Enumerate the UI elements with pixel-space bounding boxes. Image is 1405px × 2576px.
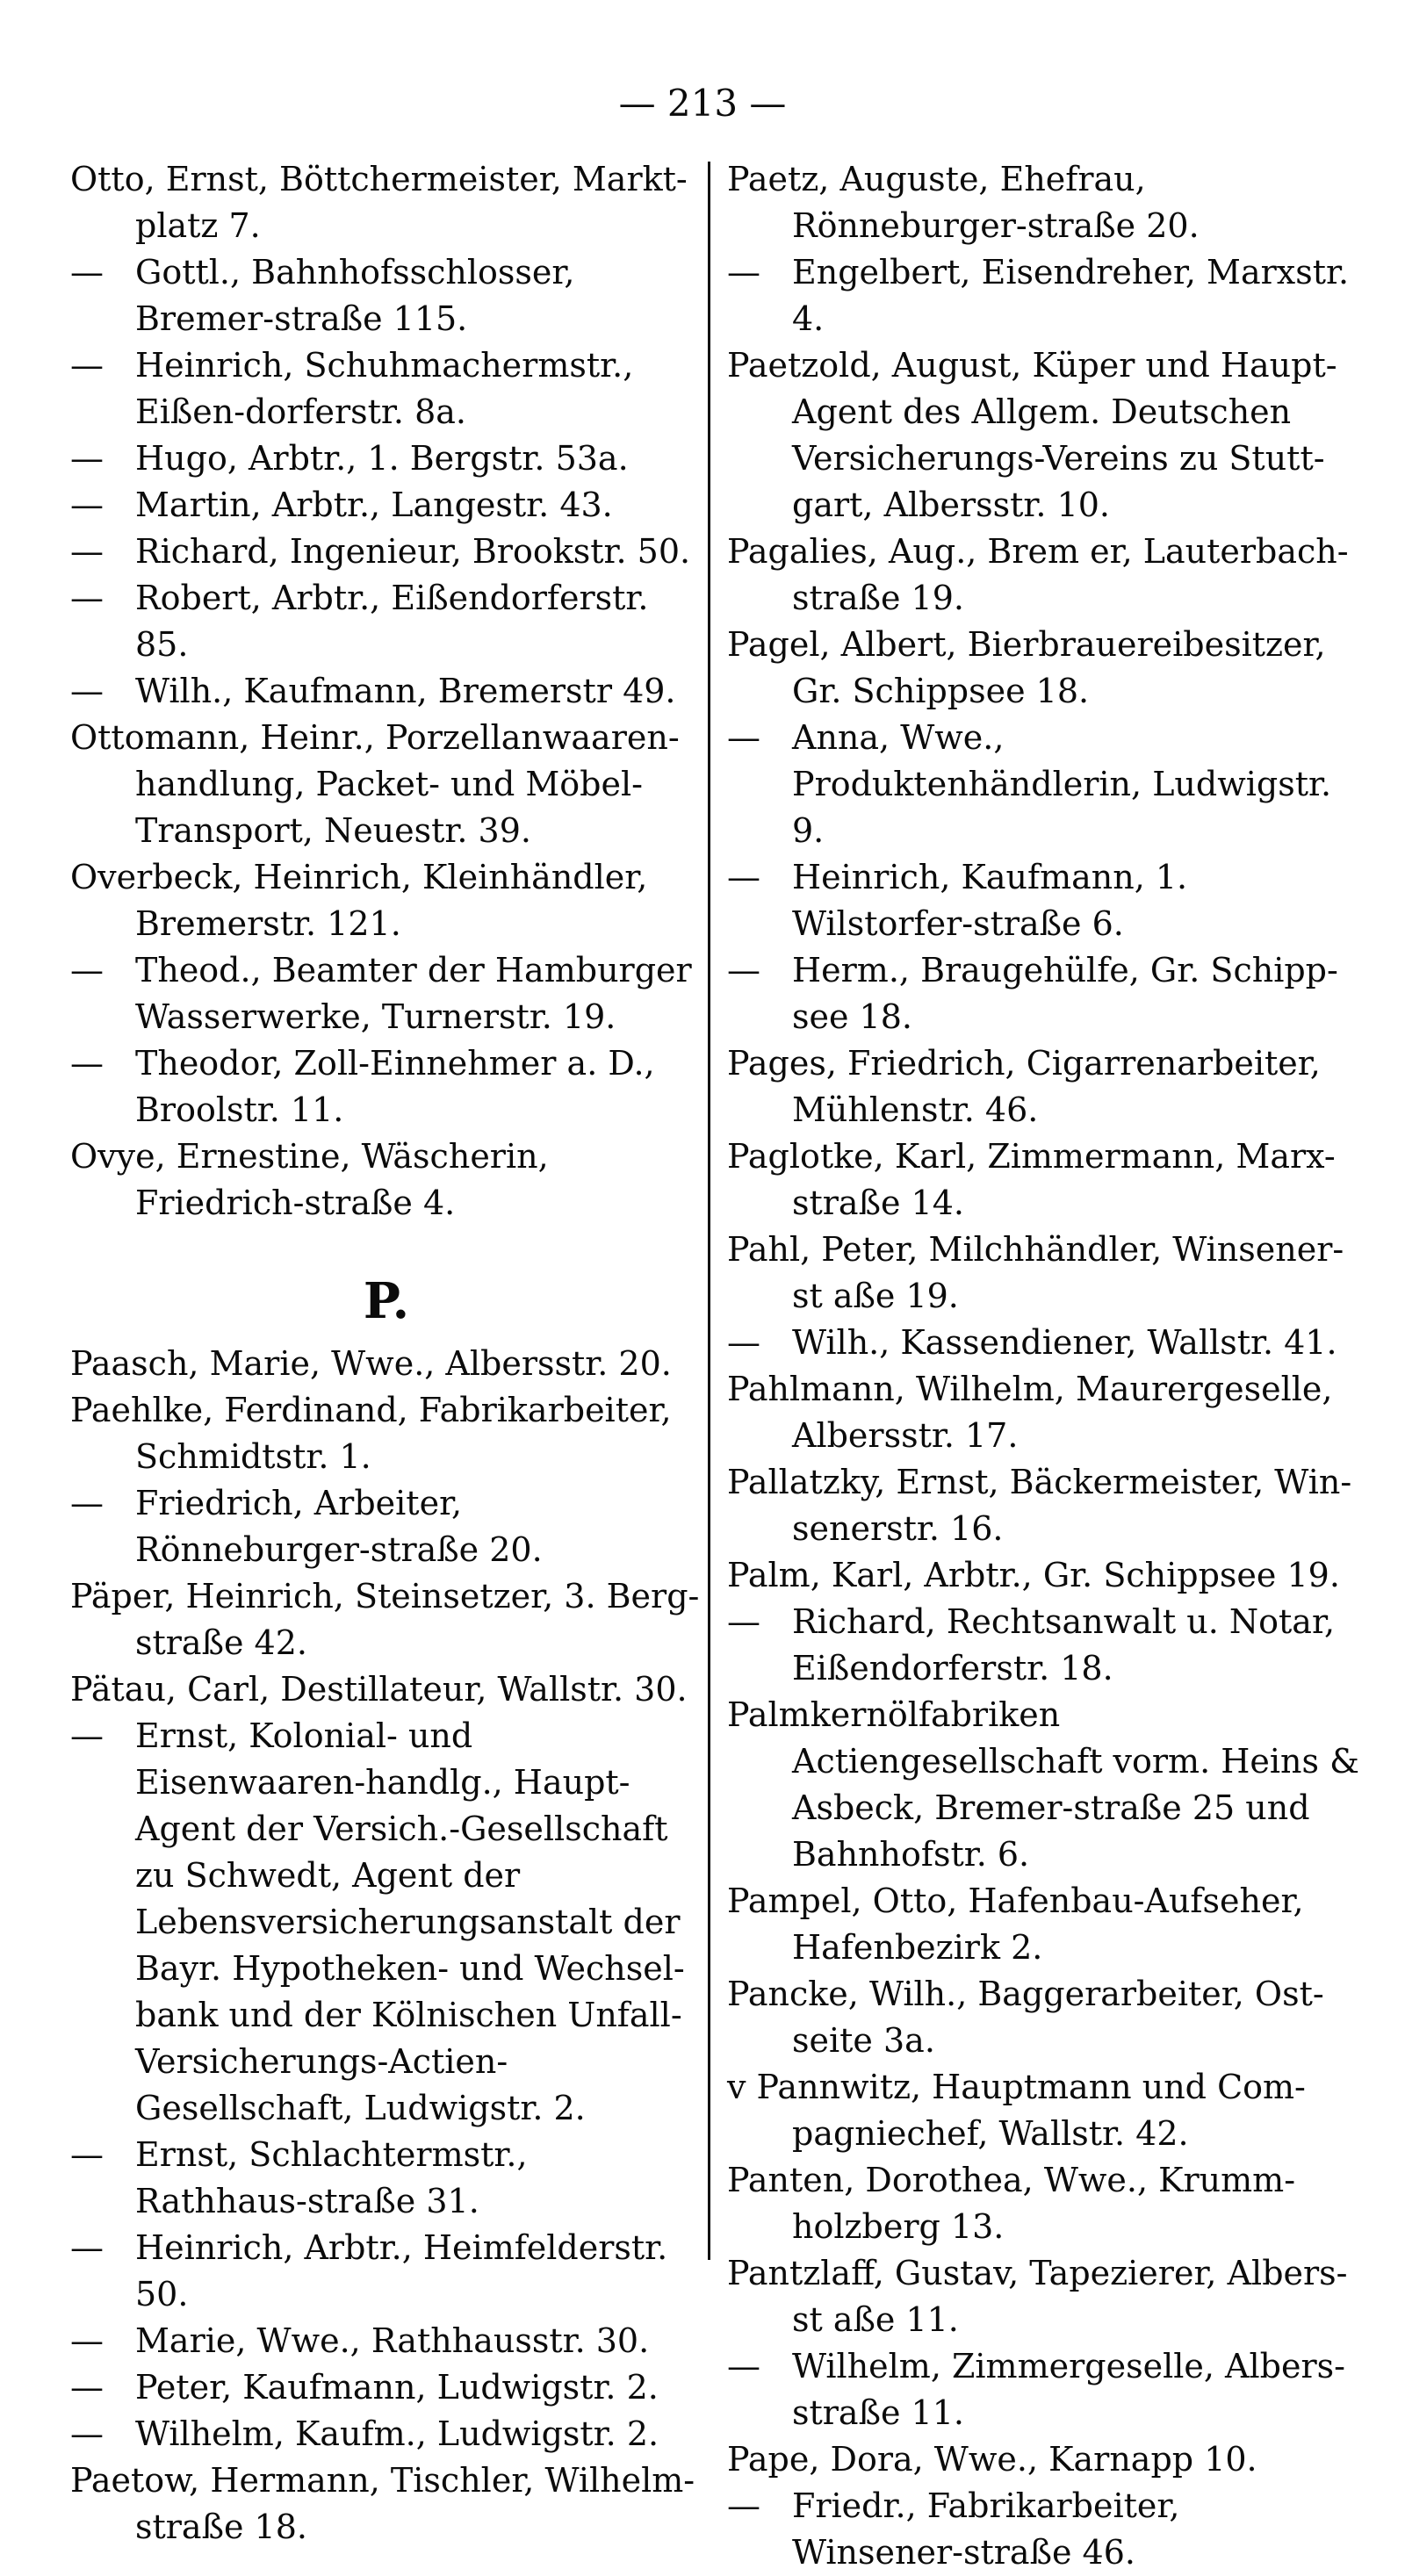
directory-entry — [70, 2457, 702, 2551]
directory-entry — [727, 1040, 1359, 1133]
entry-text: Marie, Wwe., Rathhausstr. 30. — [135, 2321, 650, 2360]
directory-entry — [727, 1133, 1359, 1227]
page-number: — 213 — — [618, 82, 787, 125]
ditto-dash: — — [70, 672, 104, 710]
ditto-dash: — — [70, 2321, 104, 2360]
entry-text: Richard, Rechtsanwalt u. Notar, Eißendorferstr. 18. — [792, 1602, 1346, 1687]
entry-text: Wilh., Kassendiener, Wallstr. 41. — [792, 1323, 1337, 1362]
sub-entry — [727, 2483, 1359, 2576]
directory-entry — [70, 156, 702, 249]
section-heading: P. — [363, 1272, 410, 1330]
entry-text: Overbeck, Heinrich, Kleinhändler, Bremerstr. 121. — [70, 858, 659, 943]
directory-entry — [70, 854, 702, 947]
entry-text: Theod., Beamter der Hamburger Wasserwerke, Turnerstr. 19. — [135, 951, 702, 1036]
ditto-dash: — — [727, 1323, 760, 1362]
directory-entry — [70, 1133, 702, 1227]
directory-entry — [727, 1878, 1359, 1971]
ditto-dash: — — [70, 2228, 104, 2267]
entry-text: Otto, Ernst, Böttchermeister, Markt-platz 7. — [70, 160, 688, 245]
ditto-dash: — — [727, 718, 760, 757]
directory-entry — [727, 1971, 1359, 2064]
entry-text: Pape, Dora, Wwe., Karnapp 10. — [727, 2440, 1257, 2479]
directory-entry — [727, 529, 1359, 622]
entry-text: Gottl., Bahnhofsschlosser, Bremer-straße 115. — [135, 253, 586, 338]
directory-entry — [727, 2436, 1359, 2483]
ditto-dash: — — [727, 2347, 760, 2385]
entry-text: Heinrich, Schuhmachermstr., Eißen-dorferstr. 8a. — [135, 346, 645, 431]
entry-text: Pancke, Wilh., Baggerarbeiter, Ost-seite 3a. — [727, 1975, 1324, 2060]
directory-entry — [70, 1666, 702, 1713]
directory-entry — [70, 1341, 702, 1387]
entry-text: Pahlmann, Wilhelm, Maurergeselle, Albersstr. 17. — [727, 1370, 1344, 1455]
sub-entry — [727, 854, 1359, 947]
entry-text: Wilhelm, Zimmergeselle, Albers-straße 11. — [792, 2347, 1345, 2432]
sub-entry — [70, 947, 702, 1040]
directory-entry — [727, 1227, 1359, 1320]
directory-entry — [727, 1692, 1371, 1878]
sub-entry — [70, 2225, 702, 2318]
column-divider — [708, 162, 710, 2260]
sub-entry — [70, 342, 702, 435]
sub-entry — [70, 1713, 702, 2132]
right-column — [727, 156, 1371, 2576]
entry-text: Palm, Karl, Arbtr., Gr. Schippsee 19. — [727, 1556, 1340, 1594]
entry-text: Ottomann, Heinr., Porzellanwaaren-handlung, Packet- und Möbel-Transport, Neuestr. 39. — [70, 718, 680, 850]
sub-entry — [70, 2411, 702, 2457]
entry-text: Richard, Ingenieur, Brookstr. 50. — [135, 532, 691, 571]
directory-entry — [727, 622, 1359, 715]
entry-text: Robert, Arbtr., Eißendorferstr. 85. — [135, 579, 659, 664]
sub-entry — [727, 1599, 1359, 1692]
sub-entry — [70, 2132, 702, 2225]
entry-text: Wilh., Kaufmann, Bremerstr 49. — [135, 672, 676, 710]
ditto-dash: — — [727, 951, 760, 989]
directory-entry — [70, 1573, 702, 1666]
sub-entry — [727, 249, 1359, 342]
ditto-dash: — — [70, 2414, 104, 2453]
entry-text: Palmkernölfabriken Actiengesellschaft vorm. Heins & Asbeck, Bremer-straße 25 und Bahnhofstr. 6. — [727, 1695, 1371, 1874]
entry-text: Herm., Braugehülfe, Gr. Schipp-see 18. — [792, 951, 1338, 1036]
entry-text: Pagalies, Aug., Brem er, Lauterbach-straße 19. — [727, 532, 1349, 617]
entry-text: Ovye, Ernestine, Wäscherin, Friedrich-straße 4. — [70, 1137, 559, 1222]
ditto-dash: — — [727, 2486, 760, 2525]
entry-text: Theodor, Zoll-Einnehmer a. D., Broolstr. 11. — [135, 1044, 666, 1129]
directory-entry — [727, 342, 1359, 529]
ditto-dash: — — [70, 579, 104, 617]
entry-text: Anna, Wwe., Produktenhändlerin, Ludwigstr. 9. — [792, 718, 1343, 850]
ditto-dash: — — [70, 1484, 104, 1522]
ditto-dash: — — [727, 858, 760, 896]
entry-text: Hugo, Arbtr., 1. Bergstr. 53a. — [135, 439, 629, 478]
entry-text: Pages, Friedrich, Cigarrenarbeiter, Mühlenstr. 46. — [727, 1044, 1331, 1129]
directory-entry — [727, 1366, 1359, 1459]
ditto-dash: — — [70, 346, 104, 385]
ditto-dash: — — [70, 2368, 104, 2407]
sub-entry — [70, 435, 702, 482]
entry-text: v Pannwitz, Hauptmann und Com-pagniechef, Wallstr. 42. — [727, 2068, 1306, 2153]
sub-entry — [70, 668, 702, 715]
directory-entry — [727, 2157, 1359, 2250]
entry-text: Pätau, Carl, Destillateur, Wallstr. 30. — [70, 1670, 688, 1709]
directory-entry — [727, 2250, 1359, 2343]
entry-text: Paetzold, August, Küper und Haupt-Agent des Allgem. Deutschen Versicherungs-Vereins zu Stutt-gart, Albersstr. 10. — [727, 346, 1337, 524]
entry-text: Ernst, Schlachtermstr., Rathhaus-straße 31. — [135, 2135, 538, 2220]
sub-entry — [70, 2364, 702, 2411]
entry-text: Engelbert, Eisendreher, Marxstr. 4. — [792, 253, 1360, 338]
sub-entry — [727, 947, 1359, 1040]
entry-text: Ernst, Kolonial- und Eisenwaaren-handlg., Haupt-Agent der Versich.-Gesellschaft zu Schwedt, Agent der Lebensversicherungsanstalt der Bayr. Hypotheken- und Wechsel-bank und der Kölnischen Unfall-Versicherungs-Actien-Gesellschaft, Ludwigstr. 2. — [135, 1716, 691, 2127]
left-entries-bottom — [70, 1341, 702, 2551]
ditto-dash: — — [70, 2135, 104, 2174]
ditto-dash: — — [70, 532, 104, 571]
entry-text: Heinrich, Kaufmann, 1. Wilstorfer-straße 6. — [792, 858, 1199, 943]
entry-text: Friedr., Fabrikarbeiter, Winsener-straße 46. — [792, 2486, 1191, 2572]
sub-entry — [727, 715, 1359, 854]
sub-entry — [70, 529, 702, 575]
ditto-dash: — — [70, 1044, 104, 1083]
entry-text: Martin, Arbtr., Langestr. 43. — [135, 486, 613, 524]
entry-text: Pallatzky, Ernst, Bäckermeister, Win-senerstr. 16. — [727, 1463, 1352, 1548]
directory-entry — [727, 1552, 1359, 1599]
entry-text: Wilhelm, Kaufm., Ludwigstr. 2. — [135, 2414, 659, 2453]
sub-entry — [70, 1040, 702, 1133]
directory-entry — [727, 2064, 1359, 2157]
entry-text: Paasch, Marie, Wwe., Albersstr. 20. — [70, 1344, 672, 1383]
sub-entry — [70, 1480, 702, 1573]
ditto-dash: — — [70, 253, 104, 291]
ditto-dash: — — [70, 1716, 104, 1755]
entry-text: Pagel, Albert, Bierbrauereibesitzer, Gr. Schippsee 18. — [727, 625, 1337, 710]
left-column — [70, 156, 702, 2551]
directory-entry — [727, 1459, 1359, 1552]
entry-text: Pahl, Peter, Milchhändler, Winsener-st aße 19. — [727, 1230, 1344, 1315]
directory-entry — [70, 715, 702, 854]
left-entries-top — [70, 156, 702, 1227]
entry-text: Paglotke, Karl, Zimmermann, Marx-straße 14. — [727, 1137, 1336, 1222]
sub-entry — [727, 2343, 1359, 2436]
ditto-dash: — — [727, 1602, 760, 1641]
entry-text: Paehlke, Ferdinand, Fabrikarbeiter, Schmidtstr. 1. — [70, 1391, 682, 1476]
sub-entry — [70, 482, 702, 529]
entry-text: Pantzlaff, Gustav, Tapezierer, Albers-st aße 11. — [727, 2254, 1348, 2339]
right-entries — [727, 156, 1371, 2576]
entry-text: Paetow, Hermann, Tischler, Wilhelm-straße 18. — [70, 2461, 695, 2546]
ditto-dash: — — [70, 951, 104, 989]
entry-text: Pampel, Otto, Hafenbau-Aufseher, Hafenbezirk 2. — [727, 1882, 1315, 1967]
sub-entry — [70, 2318, 702, 2364]
entry-text: Päper, Heinrich, Steinsetzer, 3. Berg-straße 42. — [70, 1577, 700, 1662]
entry-text: Paetz, Auguste, Ehefrau, Rönneburger-straße 20. — [727, 160, 1200, 245]
entry-text: Heinrich, Arbtr., Heimfelderstr. 50. — [135, 2228, 679, 2313]
directory-entry — [70, 1387, 702, 1480]
entry-text: Friedrich, Arbeiter, Rönneburger-straße 20. — [135, 1484, 543, 1569]
ditto-dash: — — [70, 486, 104, 524]
ditto-dash: — — [727, 253, 760, 291]
directory-entry — [727, 156, 1359, 249]
entry-text: Peter, Kaufmann, Ludwigstr. 2. — [135, 2368, 659, 2407]
entry-text: Panten, Dorothea, Wwe., Krumm-holzberg 13. — [727, 2161, 1296, 2246]
sub-entry — [727, 1320, 1359, 1366]
ditto-dash: — — [70, 439, 104, 478]
sub-entry — [70, 249, 702, 342]
sub-entry — [70, 575, 702, 668]
